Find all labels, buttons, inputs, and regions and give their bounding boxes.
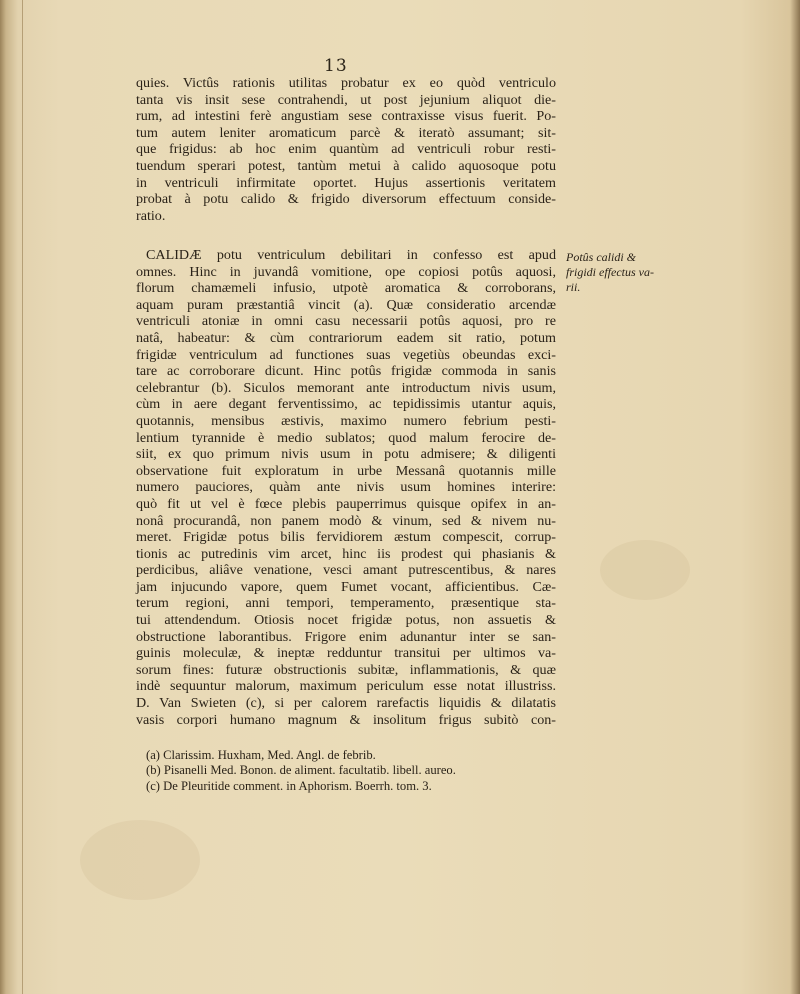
text-line: tanta vis insit sese contrahendi, ut post jejunium aliquot die-	[136, 91, 556, 108]
footnote-b: (b) Pisanelli Med. Bonon. de aliment. facultatib. libell. aureo.	[146, 763, 456, 778]
text-line: quies. Victûs rationis utilitas probatur ex eo quòd ventriculo	[136, 75, 556, 91]
text-line: cùm in aere degant ferventissimo, ac tepidissimis utantur aquis,	[136, 396, 556, 413]
text-line: guinis moleculæ, & ineptæ redduntur transitui per ultimos va-	[136, 645, 556, 662]
text-line: natâ, habeatur: & cùm contrariorum eadem sit ratio, potum	[136, 329, 556, 346]
text-line: ratio.	[136, 207, 166, 224]
text-line: tionis ac putredinis vim arcet, hinc iis prodest qui phasianis &	[136, 545, 556, 562]
footnotes	[146, 748, 546, 794]
paper-stain	[600, 540, 690, 600]
text-line: que frigidus: ab hoc enim quantùm ad ventriculi robur resti-	[136, 141, 556, 158]
text-line: omnes. Hinc in juvandâ vomitione, ope copiosi potûs aquosi,	[136, 263, 556, 280]
text-line: obstructione laborantibus. Frigore enim adunantur inter se san-	[136, 628, 556, 645]
text-line: nonâ procurandâ, non panem modò & vinum, sed & nivem nu-	[136, 512, 556, 529]
text-line: meret. Frigidæ potus bilis fervidiorem æstum compescit, corrup-	[136, 529, 556, 546]
text-line: vasis corpori humano magnum & insolitum frigus subitò con-	[136, 711, 556, 728]
text-line: tui attendendum. Otiosis nocet frigidæ potus, non assuetis &	[136, 612, 556, 629]
paragraph-calidae	[136, 247, 556, 728]
text-line: rum, ad intestini ferè angustiam sese contraxisse visus fuerit. Po-	[136, 108, 556, 125]
text-line: aquam puram præstantiâ vincit (a). Quæ consideratio arcendæ	[136, 296, 556, 313]
text-line: ventriculi atoniæ in omni casu necessarii potûs aquosi, pro re	[136, 313, 556, 330]
text-line: quotannis, mensibus æstivis, maximo numero febrium pesti-	[136, 412, 556, 429]
text-line: perdicibus, aliâve venatione, vesci amant putrescentibus, & nares	[136, 562, 556, 579]
marginal-note-line: Potûs calidi &	[566, 250, 636, 264]
text-line: numero pauciores, quàm ante nivis usum homines interire:	[136, 479, 556, 496]
text-line: sorum fines: futuræ obstructionis subitæ, inflammationis, & quæ	[136, 661, 556, 678]
text-line: in ventriculi infirmitate oportet. Hujus assertionis veritatem	[136, 174, 556, 191]
text-line: probat à potu calido & frigido diversorum effectuum conside-	[136, 191, 556, 208]
text-line: jam injucundo vapore, quem Fumet vocant, afficientibus. Cæ-	[136, 578, 556, 595]
text-line: D. Van Swieten (c), si per calorem rarefactis liquidis & dilatatis	[136, 695, 556, 712]
footnote-c: (c) De Pleuritide comment. in Aphorism. Boerrh. tom. 3.	[146, 778, 432, 793]
text-line: tuendum sperari potest, tantùm metui à calido aquosoque potu	[136, 157, 556, 174]
text-line: CALIDÆ potu ventriculum debilitari in confesso est apud	[146, 247, 556, 263]
paper-stain	[80, 820, 200, 900]
text-line: celebrantur (b). Siculos memorant ante introductum nivis usum,	[136, 379, 556, 396]
page-gutter	[22, 0, 23, 994]
page-number: 13	[324, 56, 348, 76]
text-line: quò fit ut vel è fœce plebis pauperrimus quisque opifex in an-	[136, 495, 556, 512]
text-line: tare ac corroborare dicunt. Hinc potûs frigidæ commoda in sanis	[136, 363, 556, 380]
marginal-note-line: rii.	[566, 280, 581, 294]
text-line: tum autem leniter aromaticum parcè & iteratò assumant; sit-	[136, 124, 556, 141]
text-line: observatione fuit exploratum in urbe Messanâ quotannis mille	[136, 462, 556, 479]
footnote-a: (a) Clarissim. Huxham, Med. Angl. de febrib.	[146, 748, 376, 762]
text-line: indè sequuntur malorum, maximum periculum esse notat illustriss.	[136, 678, 556, 695]
text-line: frigidæ ventriculum ad functiones suas vegetiùs obeundas exci-	[136, 346, 556, 363]
text-line: florum chamæmeli infusio, utpotè aromatica & corroborans,	[136, 280, 556, 297]
paragraph-quies	[136, 75, 556, 224]
text-line: terum regioni, anni tempori, temperamento, præsentique sta-	[136, 595, 556, 612]
marginal-note-line: frigidi effectus va-	[566, 265, 654, 279]
text-line: siit, ex quo primum nivis usum in potu admisere; & diligenti	[136, 446, 556, 463]
text-line: lentium tyrannide è medio sublatos; quod malum ferocire de-	[136, 429, 556, 446]
marginal-note	[566, 250, 690, 295]
